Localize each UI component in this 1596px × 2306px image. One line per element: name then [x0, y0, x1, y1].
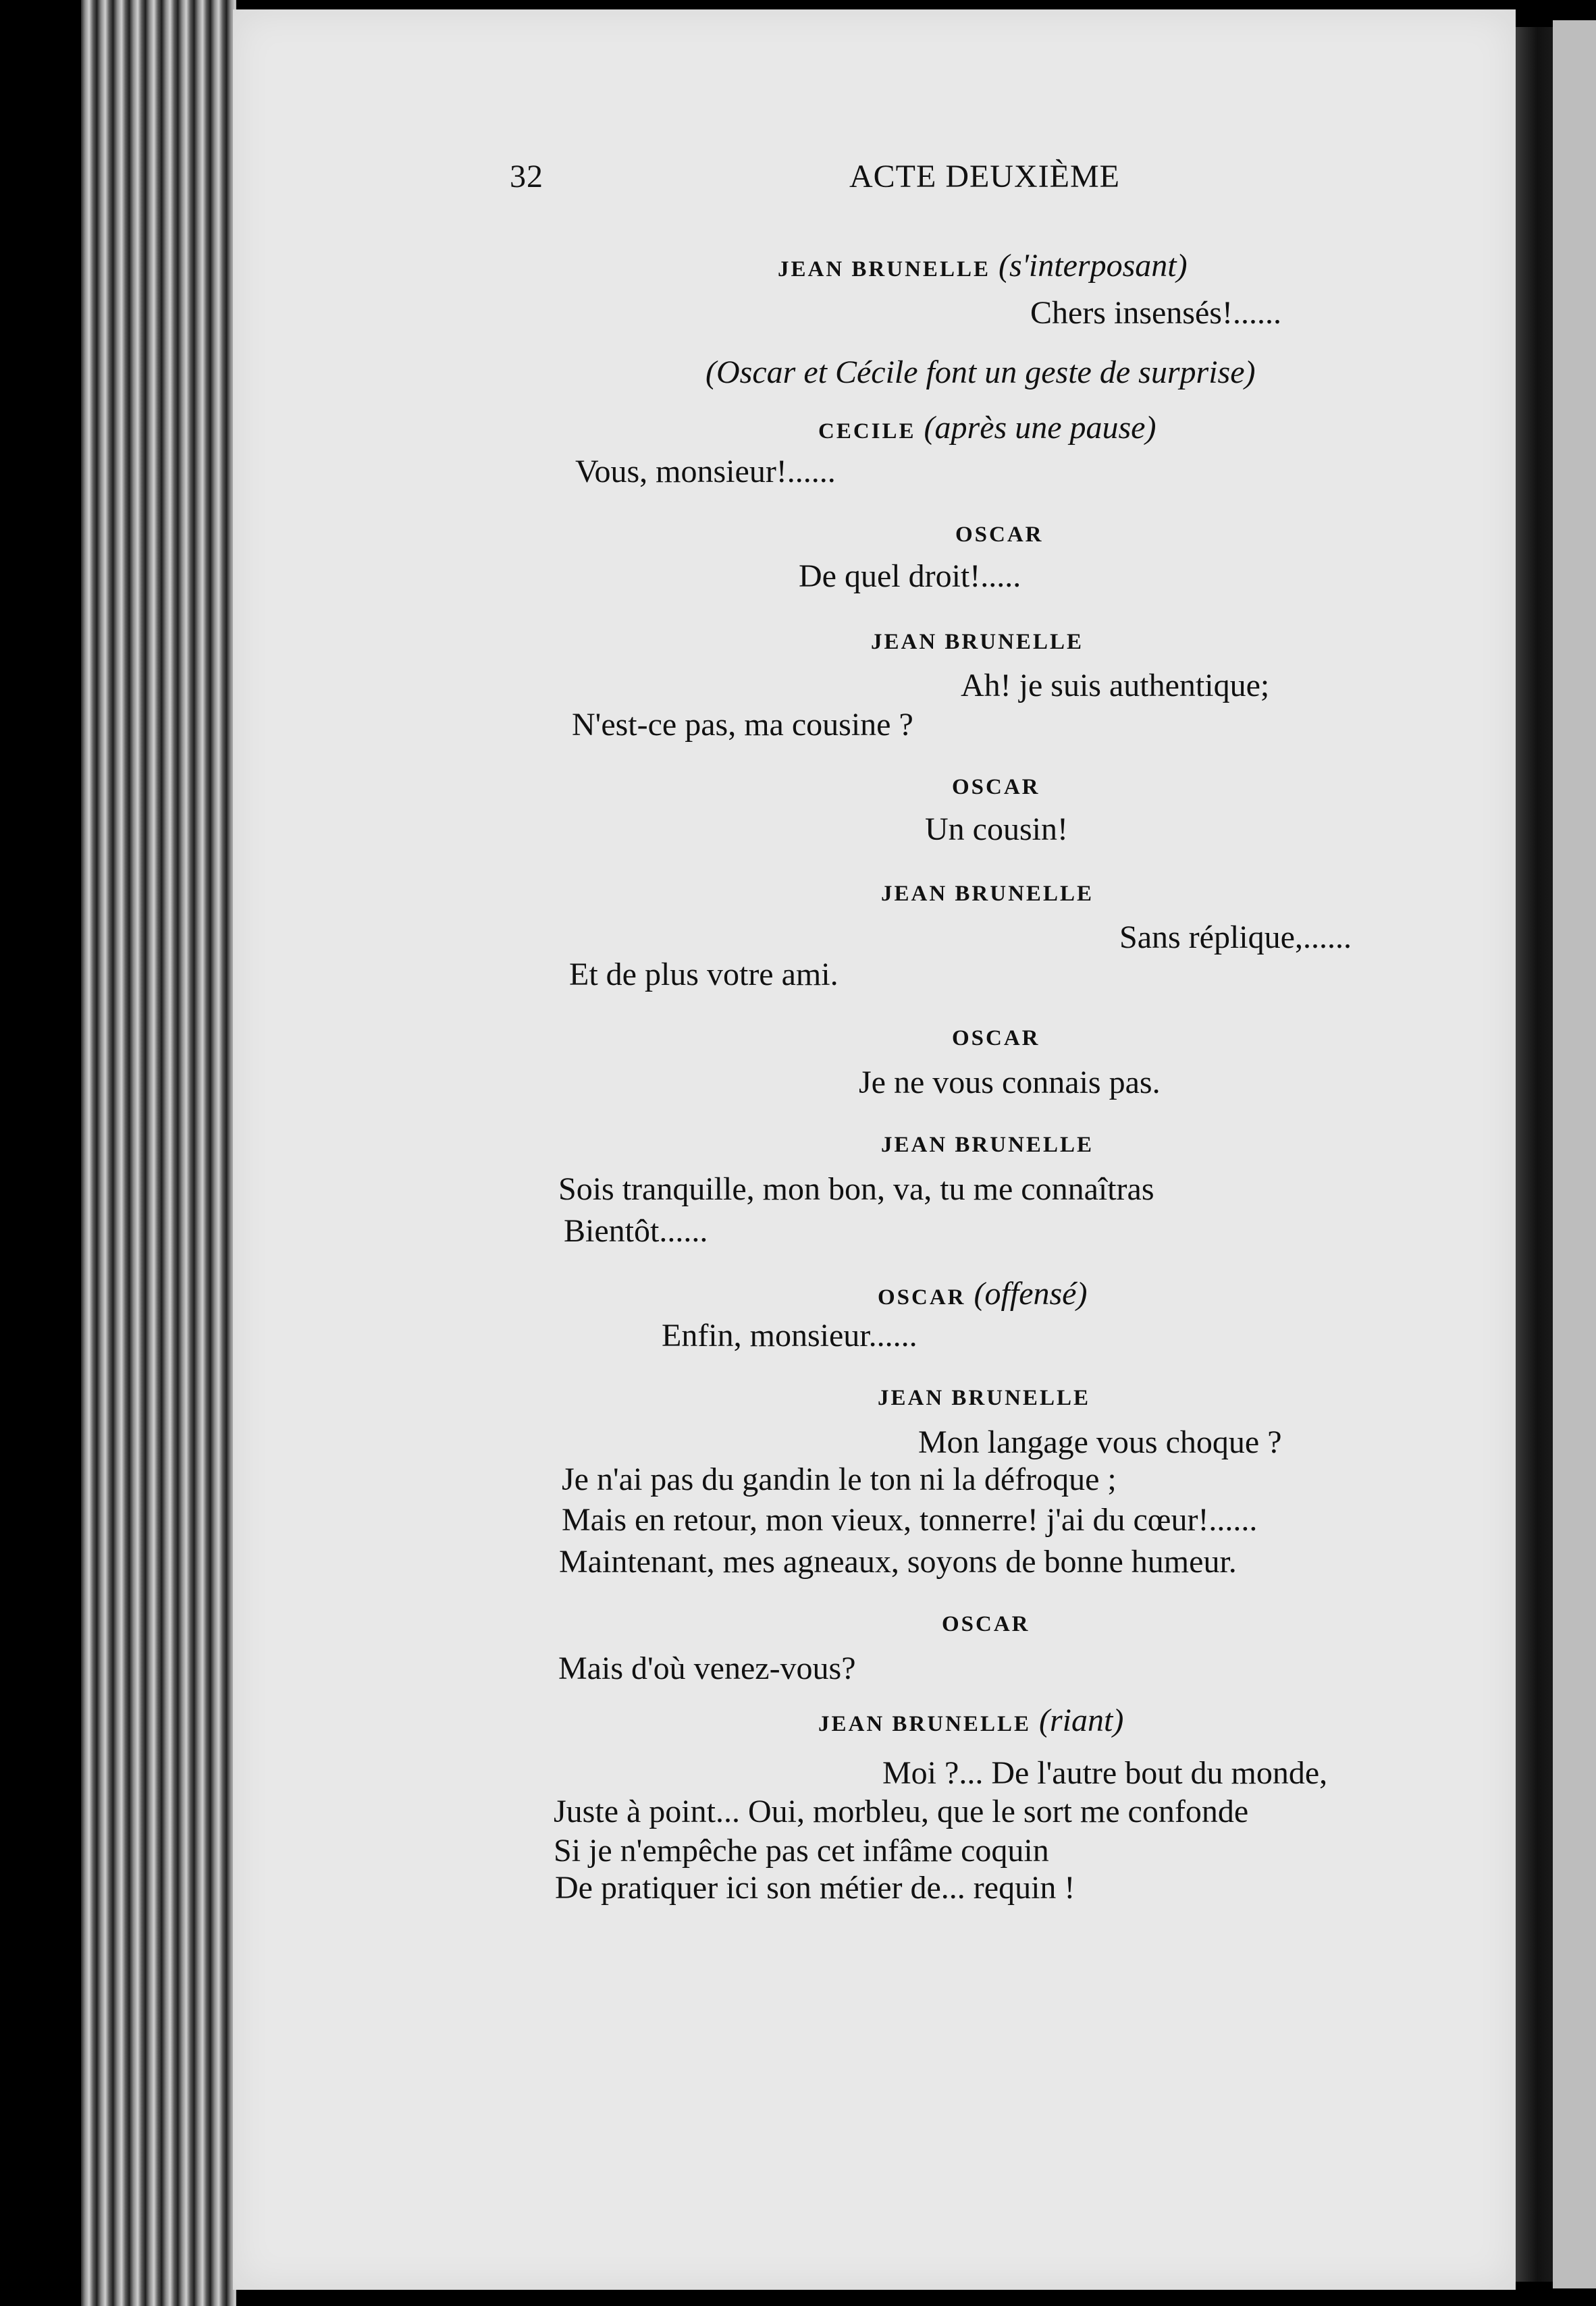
verse-line: Sois tranquille, mon bon, va, tu me connaîtras — [558, 1171, 1154, 1207]
speaker-line — [818, 1702, 1124, 1738]
page-number: 32 — [510, 159, 543, 194]
book-page — [233, 9, 1516, 2290]
speaker-line — [878, 1278, 1087, 1310]
verse-line: Un cousin! — [925, 811, 1068, 847]
verse-line: Et de plus votre ami. — [569, 957, 839, 992]
verse-line: Moi ?... De l'autre bout du monde, — [882, 1755, 1328, 1791]
running-head: ACTE DEUXIÈME — [849, 159, 1120, 194]
verse-line: Mais d'où venez-vous? — [558, 1651, 856, 1686]
speaker-name: OSCAR — [952, 775, 1040, 799]
facing-page-edge — [1553, 20, 1596, 2288]
speaker-name: JEAN BRUNELLE — [881, 882, 1094, 906]
verse-line: N'est-ce pas, ma cousine ? — [572, 707, 913, 743]
verse-line: Je ne vous connais pas. — [859, 1065, 1161, 1100]
speaker-name: OSCAR — [942, 1612, 1030, 1636]
speaker-line — [818, 412, 1156, 444]
verse-line: De quel droit!..... — [799, 558, 1021, 594]
verse-line: Enfin, monsieur...... — [662, 1318, 917, 1353]
speaker-name: OSCAR — [952, 1026, 1040, 1050]
verse-line: Bientôt...... — [564, 1213, 708, 1249]
verse-line: Chers insensés!...... — [1030, 295, 1281, 331]
verse-line: Ah! je suis authentique; — [961, 668, 1270, 703]
stage-direction: (s'interposant) — [998, 248, 1188, 284]
verse-line: Si je n'empêche pas cet infâme coquin — [554, 1833, 1049, 1869]
speaker-name: CECILE — [818, 419, 916, 444]
speaker-name: OSCAR — [878, 1285, 966, 1310]
stage-direction: (offensé) — [974, 1276, 1088, 1312]
page-edges — [81, 0, 236, 2306]
stage-direction: (après une pause) — [924, 410, 1156, 446]
speaker-name: JEAN BRUNELLE — [881, 1133, 1094, 1157]
speaker-name: JEAN BRUNELLE — [871, 630, 1084, 654]
speaker-name: JEAN BRUNELLE — [778, 257, 990, 281]
verse-line: Maintenant, mes agneaux, soyons de bonne humeur. — [559, 1544, 1237, 1580]
verse-line: Juste à point... Oui, morbleu, que le sort me confonde — [554, 1794, 1249, 1829]
stage-direction: (riant) — [1038, 1702, 1124, 1738]
speaker-name: JEAN BRUNELLE — [878, 1386, 1090, 1410]
verse-line: Je n'ai pas du gandin le ton ni la défroque ; — [562, 1462, 1117, 1497]
stage-direction: (Oscar et Cécile font un geste de surprise) — [706, 354, 1256, 390]
verse-line: De pratiquer ici son métier de... requin ! — [555, 1870, 1075, 1906]
speaker-name: OSCAR — [955, 522, 1044, 547]
verse-line: Mon langage vous choque ? — [918, 1424, 1282, 1460]
verse-line: Mais en retour, mon vieux, tonnerre! j'ai du cœur!...... — [562, 1502, 1258, 1538]
speaker-name: JEAN BRUNELLE — [818, 1712, 1031, 1736]
verse-line: Sans réplique,...... — [1119, 919, 1352, 955]
verse-line: Vous, monsieur!...... — [575, 454, 836, 489]
speaker-line — [778, 250, 1188, 282]
